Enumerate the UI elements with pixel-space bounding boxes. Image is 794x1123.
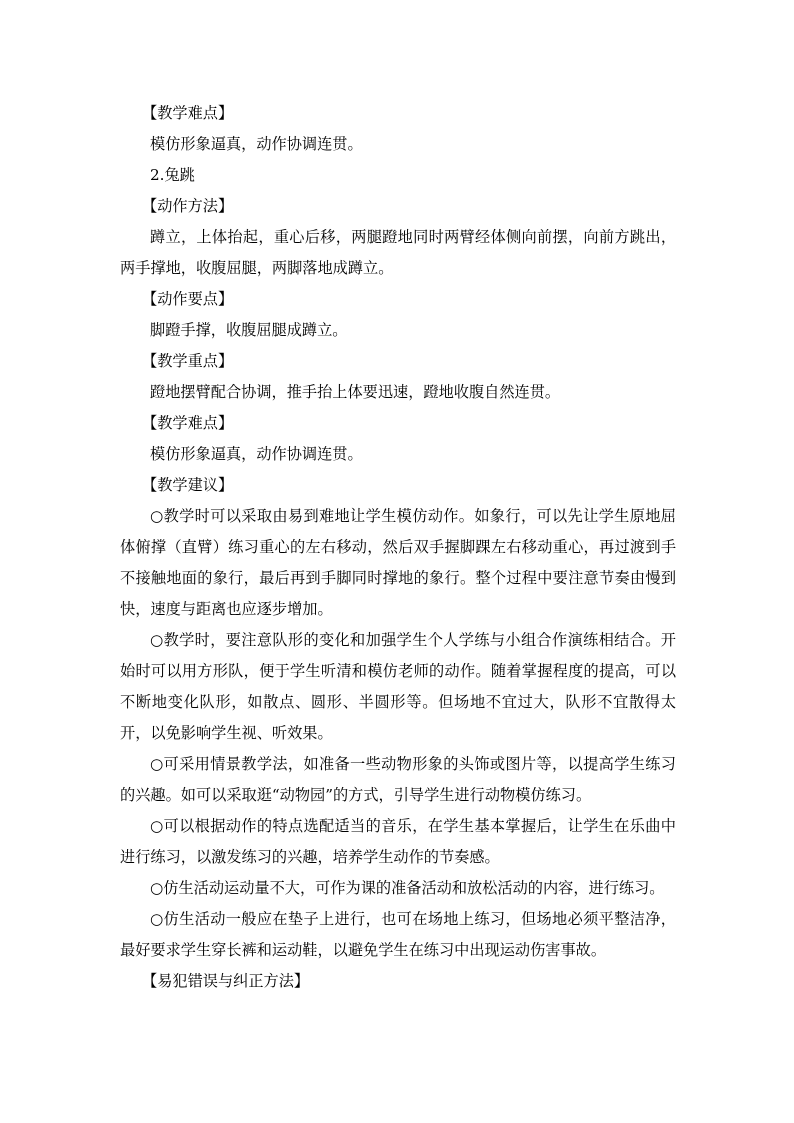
section-heading-teaching-suggestions: 【教学建议】 xyxy=(142,476,234,494)
paragraph-suggestion: ○可以根据动作的特点选配适当的音乐，在学生基本掌握后，让学生在乐曲中进行练习，以激发练习的兴趣，培养学生动作的节奏感。 xyxy=(120,817,676,866)
section-heading-teaching-difficulty: 【教学难点】 xyxy=(142,104,234,122)
section-heading-action-method: 【动作方法】 xyxy=(142,197,234,215)
paragraph-action-method: 蹲立，上体抬起，重心后移，两腿蹬地同时两臂经体侧向前摆，向前方跳出，两手撑地，收腹屈腿，两脚落地成蹲立。 xyxy=(120,228,676,277)
paragraph-suggestion: ○教学时可以采取由易到难地让学生模仿动作。如象行，可以先让学生原地屈体俯撑（直臂）练习重心的左右移动，然后双手握脚踝左右移动重心，再过渡到手不接触地面的象行，最后再到手脚同时撑地的象行。整个过程中要注意节奏由慢到快，速度与距离也应逐步增加。 xyxy=(120,507,676,618)
section-heading-teaching-focus: 【教学重点】 xyxy=(142,352,234,370)
text-line: 模仿形象逼真，动作协调连贯。 xyxy=(150,445,363,463)
paragraph-suggestion: ○可采用情景教学法，如准备一些动物形象的头饰或图片等，以提高学生练习的兴趣。如可以采取逛“动物园”的方式，引导学生进行动物模仿练习。 xyxy=(120,755,676,804)
section-heading-common-errors: 【易犯错误与纠正方法】 xyxy=(142,972,310,990)
text-line: 蹬地摆臂配合协调，推手抬上体要迅速，蹬地收腹自然连贯。 xyxy=(150,383,561,401)
text-line: 脚蹬手撑，收腹屈腿成蹲立。 xyxy=(150,321,348,339)
subsection-title-rabbit-jump: 2.兔跳 xyxy=(150,166,195,184)
text-line: 模仿形象逼真，动作协调连贯。 xyxy=(150,135,363,153)
paragraph-suggestion: ○仿生活动运动量不大，可作为课的准备活动和放松活动的内容，进行练习。 xyxy=(150,879,665,897)
section-heading-action-points: 【动作要点】 xyxy=(142,290,234,308)
section-heading-teaching-difficulty: 【教学难点】 xyxy=(142,414,234,432)
paragraph-suggestion: ○教学时，要注意队形的变化和加强学生个人学练与小组合作演练相结合。开始时可以用方形队，便于学生听清和模仿老师的动作。随着掌握程度的提高，可以不断地变化队形，如散点、圆形、半圆形等。但场地不宜过大，队形不宜散得太开，以免影响学生视、听效果。 xyxy=(120,631,676,742)
document-body xyxy=(120,98,676,997)
paragraph-suggestion: ○仿生活动一般应在垫子上进行，也可在场地上练习，但场地必须平整洁净，最好要求学生穿长裤和运动鞋，以避免学生在练习中出现运动伤害事故。 xyxy=(120,910,676,959)
